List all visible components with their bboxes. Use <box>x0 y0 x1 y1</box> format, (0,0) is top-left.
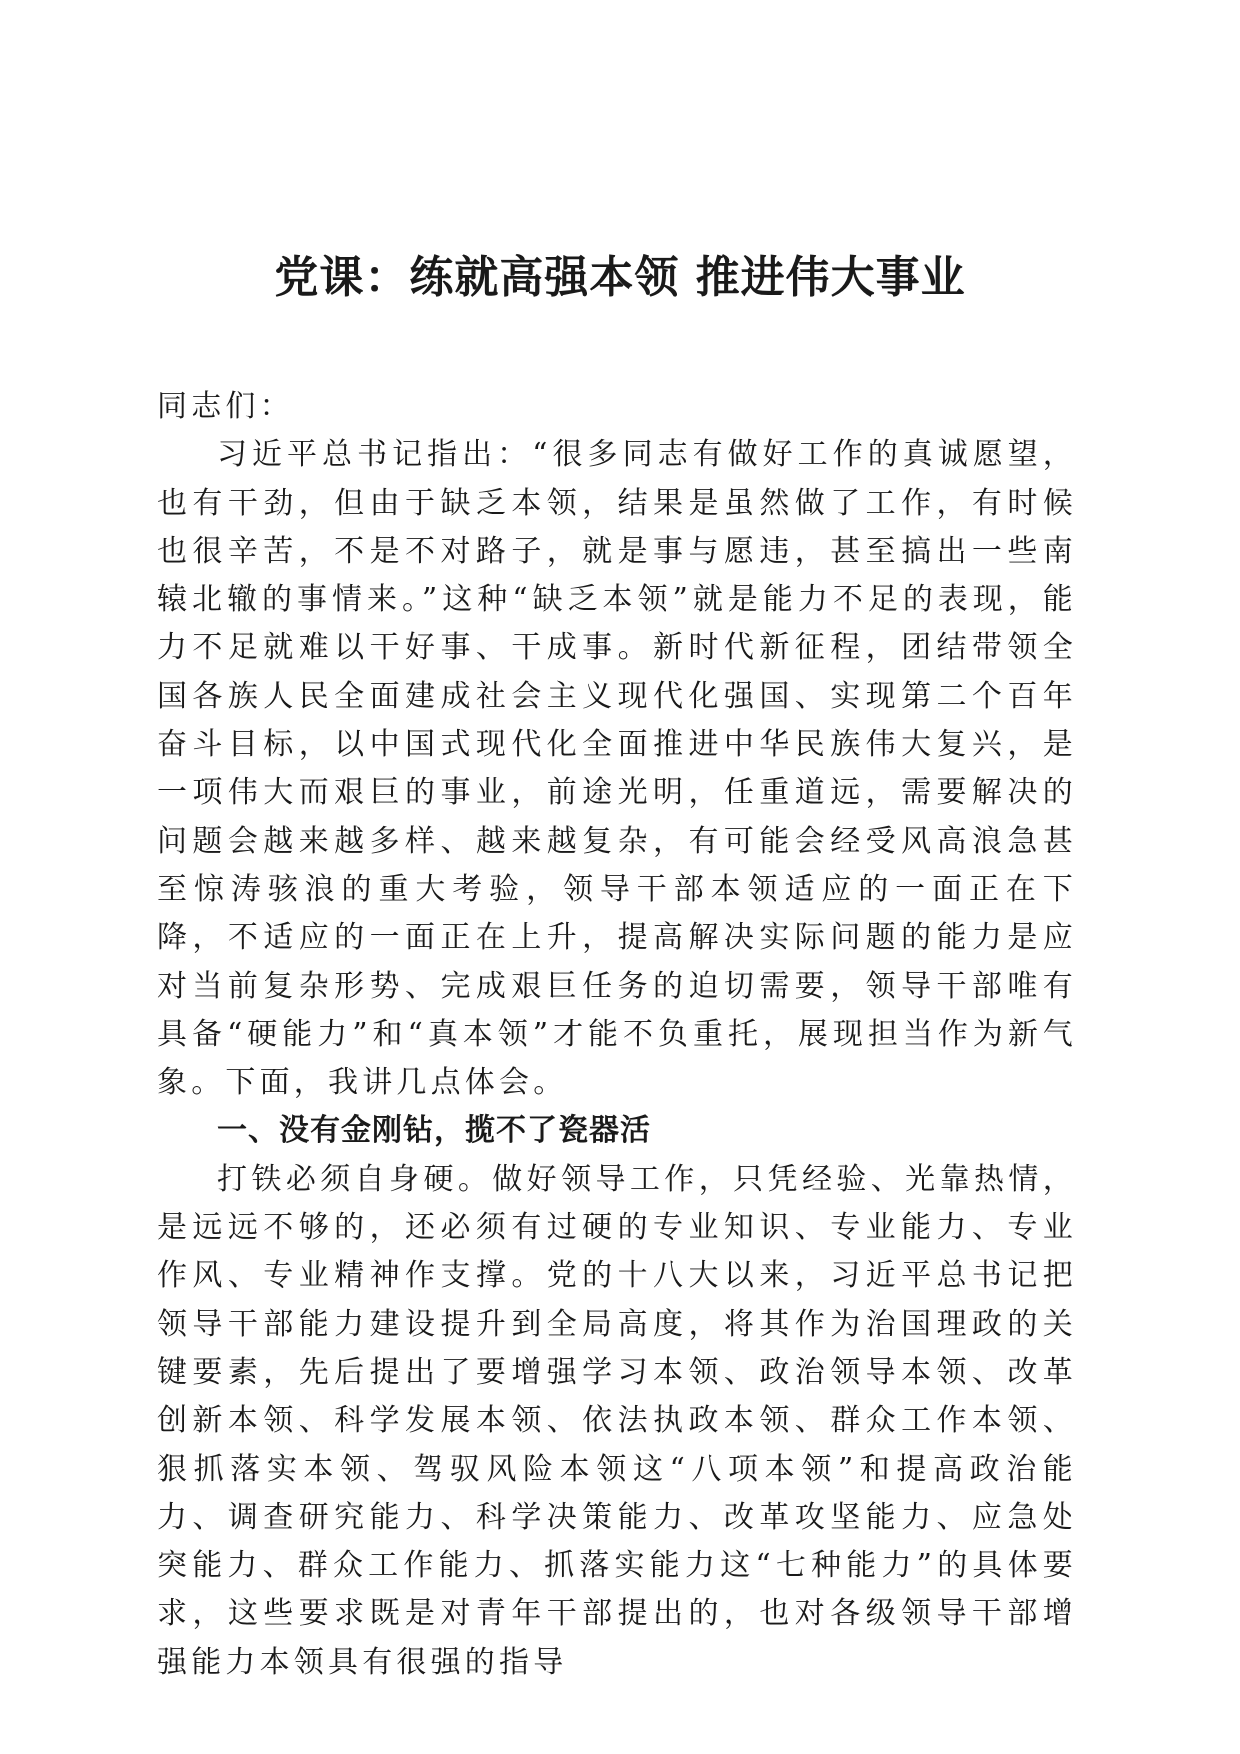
section-1-paragraph: 打铁必须自身硬。做好领导工作，只凭经验、光靠热情，是远远不够的，还必须有过硬的专业知识、专业能力、专业作风、专业精神作支撑。党的十八大以来，习近平总书记把领导干部能力建设提升到全局高度，将其作为治国理政的关键要素，先后提出了要增强学习本领、政治领导本领、改革创新本领、科学发展本领、依法执政本领、群众工作本领、狠抓落实本领、驾驭风险本领这“八项本领”和提高政治能力、调查研究能力、科学决策能力、改革攻坚能力、应急处突能力、群众工作能力、抓落实能力这“七种能力”的具体要求，这些要求既是对青年干部提出的，也对各级领导干部增强能力本领具有很强的指导 <box>157 1161 1077 1680</box>
salutation: 同志们： <box>157 389 294 424</box>
intro-paragraph: 习近平总书记指出：“很多同志有做好工作的真诚愿望，也有干劲，但由于缺乏本领，结果是虽然做了工作，有时候也很辛苦，不是不对路子，就是事与愿违，甚至搞出一些南辕北辙的事情来。”这种“缺乏本领”就是能力不足的表现，能力不足就难以干好事、干成事。新时代新征程，团结带领全国各族人民全面建成社会主义现代化强国、实现第二个百年奋斗目标，以中国式现代化全面推进中华民族伟大复兴，是一项伟大而艰巨的事业，前途光明，任重道远，需要解决的问题会越来越多样、越来越复杂，有可能会经受风高浪急甚至惊涛骇浪的重大考验，领导干部本领适应的一面正在下降，不适应的一面正在上升，提高解决实际问题的能力是应对当前复杂形势、完成艰巨任务的迫切需要，领导干部唯有具备“硬能力”和“真本领”才能不负重托，展现担当作为新气象。下面，我讲几点体会。 <box>157 437 1077 1101</box>
document-body <box>157 383 1077 1687</box>
document-title: 党课：练就高强本领 推进伟大事业 <box>274 252 966 303</box>
section-heading-1: 一、没有金刚钻，揽不了瓷器活 <box>217 1113 651 1149</box>
